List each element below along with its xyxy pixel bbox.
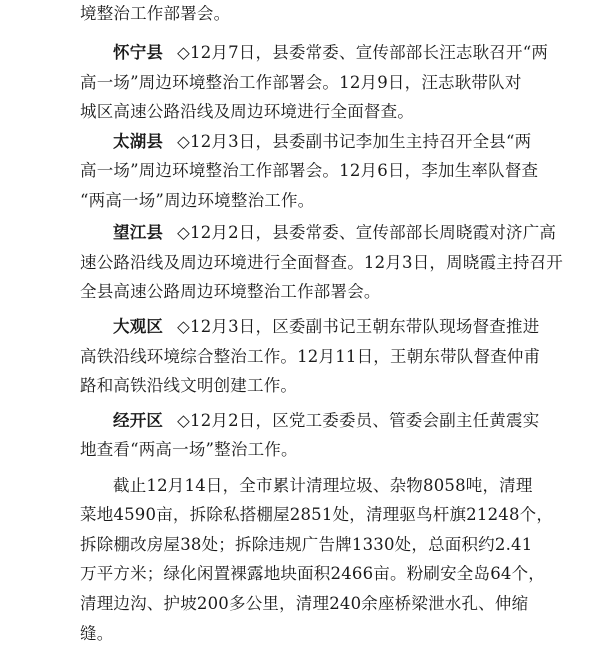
summary-line-3: 拆除棚改房屋38处；拆除违规广告牌1330处，总面积约2.41	[80, 535, 533, 554]
section-daguan-line-2: 高铁沿线环境综合整治工作。12月11日，王朝东带队督查仲甫	[80, 347, 541, 366]
paragraph-text: ◇12月3日，县委副书记李加生主持召开全县“两	[177, 132, 532, 151]
section-daguan-line-1	[113, 315, 539, 339]
summary-line-4: 万平方米；绿化闲置裸露地块面积2466亩。粉刷安全岛64个，	[80, 564, 545, 583]
summary-line-5: 清理边沟、护坡200多公里，清理240余座桥梁泄水孔、伸缩	[80, 594, 529, 613]
section-daguan-line-3: 路和高铁沿线文明创建工作。	[80, 376, 298, 395]
county-name: 大观区	[113, 317, 164, 336]
county-name: 太湖县	[113, 132, 164, 151]
section-wangjiang-line-1	[113, 221, 556, 245]
paragraph-text: ◇12月7日，县委常委、宣传部部长汪志耿召开“两	[177, 43, 549, 62]
county-name: 怀宁县	[113, 43, 164, 62]
section-taihu-line-1	[113, 130, 531, 154]
summary-line-6: 缝。	[80, 624, 114, 643]
section-huaining-line-2: 高一场”周边环境整治工作部署会。12月9日，汪志耿带队对	[80, 73, 522, 92]
section-jingkai-line-2: 地查看“两高一场”整治工作。	[80, 440, 298, 459]
section-huaining-line-1	[113, 41, 548, 65]
section-taihu-line-3: “两高一场”周边环境整治工作。	[80, 191, 315, 210]
paragraph-text: ◇12月3日，区委副书记王朝东带队现场督查推进	[177, 317, 540, 336]
paragraph-text: ◇12月2日，县委常委、宣传部部长周晓霞对济广高	[177, 223, 557, 242]
section-jingkai-line-1	[113, 409, 539, 433]
county-name: 望江县	[113, 223, 164, 242]
section-wangjiang-line-3: 全县高速公路周边环境整治工作部署会。	[80, 282, 381, 301]
section-huaining-line-3: 城区高速公路沿线及周边环境进行全面督查。	[80, 102, 414, 121]
paragraph-text: ◇12月2日，区党工委委员、管委会副主任黄震实	[177, 411, 540, 430]
summary-line-2: 菜地4590亩，拆除私搭棚屋2851处，清理驱鸟杆旗21248个，	[80, 505, 554, 524]
summary-line-1: 截止12月14日，全市累计清理垃圾、杂物8058吨，清理	[113, 476, 533, 495]
county-name: 经开区	[113, 411, 164, 430]
section-taihu-line-2: 高一场”周边环境整治工作部署会。12月6日，李加生率队督查	[80, 161, 539, 180]
section-wangjiang-line-2: 速公路沿线及周边环境进行全面督查。12月3日，周晓霞主持召开	[80, 253, 563, 272]
continuation-line: 境整治工作部署会。	[80, 4, 231, 23]
